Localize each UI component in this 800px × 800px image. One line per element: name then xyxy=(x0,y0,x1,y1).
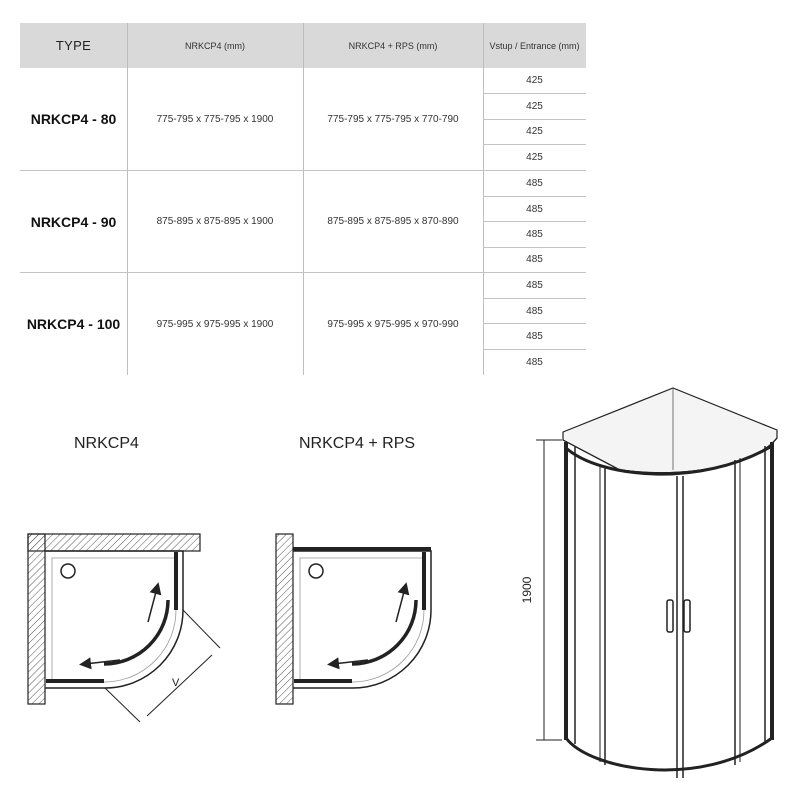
enclosure-3d xyxy=(520,388,777,778)
table-cell-rps: 875-895 x 875-895 x 870-890 xyxy=(327,216,459,227)
tray-outline xyxy=(45,551,183,688)
door-handle-left xyxy=(667,600,673,632)
table-cell-entrance: 425 xyxy=(526,101,543,112)
diagram-label-nrkcp4: NRKCP4 xyxy=(74,435,139,452)
plan-nrkcp4-rps xyxy=(276,534,431,704)
wall-left xyxy=(276,534,293,704)
dimension-extension xyxy=(183,610,220,648)
table-cell-entrance: 485 xyxy=(526,331,543,342)
height-label: 1900 xyxy=(520,576,534,604)
diagram-label-nrkcp4-rps: NRKCP4 + RPS xyxy=(299,435,416,452)
table-cell-rps: 775-795 x 775-795 x 770-790 xyxy=(327,113,459,125)
arrow-up-icon xyxy=(396,588,405,622)
header-type: TYPE xyxy=(55,38,92,53)
sliding-door xyxy=(104,600,168,664)
sliding-door xyxy=(352,600,416,664)
header-nrkcp4: NRKCP4 (mm) xyxy=(185,40,245,51)
dimension-line xyxy=(147,655,212,716)
plan-nrkcp4 xyxy=(28,534,220,722)
table-cell-entrance: 485 xyxy=(526,178,543,189)
table-row-type: NRKCP4 - 100 xyxy=(26,316,121,332)
header-nrkcp4-rps: NRKCP4 + RPS (mm) xyxy=(348,40,438,51)
entrance-symbol: V xyxy=(172,677,180,689)
table-cell-nrkcp4: 975-995 x 975-995 x 1900 xyxy=(156,318,274,330)
table-cell-entrance: 485 xyxy=(526,306,543,317)
tray-outline xyxy=(293,551,431,688)
bottom-rail xyxy=(566,738,772,770)
wall-top xyxy=(28,534,200,551)
arrow-up-icon xyxy=(148,588,157,622)
door-handle-right xyxy=(684,600,690,632)
table-cell-entrance: 485 xyxy=(526,204,543,215)
table-cell-entrance: 485 xyxy=(526,229,543,240)
drain-icon xyxy=(61,564,75,578)
table-cell-entrance: 485 xyxy=(526,280,543,291)
table-cell-entrance: 485 xyxy=(526,254,543,265)
table-cell-rps: 975-995 x 975-995 x 970-990 xyxy=(327,318,459,330)
wall-left xyxy=(28,534,45,704)
header-entrance: Vstup / Entrance (mm) xyxy=(489,40,580,51)
drain-icon xyxy=(309,564,323,578)
table-cell-entrance: 425 xyxy=(526,126,543,137)
table-cell-nrkcp4: 875-895 x 875-895 x 1900 xyxy=(156,216,274,227)
table-cell-entrance: 485 xyxy=(526,357,543,368)
table-cell-entrance: 425 xyxy=(526,75,543,86)
table-cell-entrance: 425 xyxy=(526,152,543,163)
dimension-extension xyxy=(105,688,140,722)
table-row-type: NRKCP4 - 80 xyxy=(30,111,117,127)
table-row-type: NRKCP4 - 90 xyxy=(30,213,117,230)
table-cell-nrkcp4: 775-795 x 775-795 x 1900 xyxy=(156,113,274,125)
